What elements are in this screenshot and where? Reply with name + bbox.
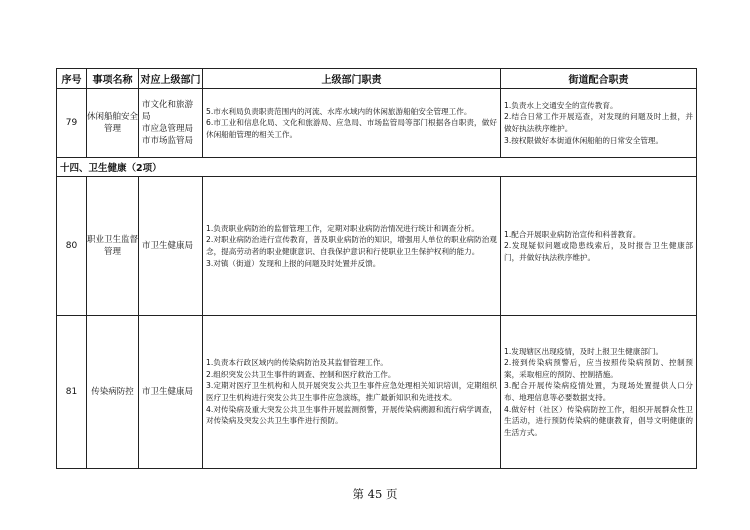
dept-cell bbox=[139, 316, 203, 469]
table-row bbox=[57, 316, 697, 469]
dept-line: 市应急管理局 bbox=[142, 124, 194, 134]
row-number: 81 bbox=[57, 316, 87, 469]
duty-line: 5.市水利局负责职责范围内的河流、水库水域内的休闲旅游船舶安全管理工作。 bbox=[206, 106, 472, 116]
superior-duty-cell bbox=[203, 89, 501, 158]
dept-line: 市市场监管局 bbox=[142, 136, 194, 146]
street-duty-cell bbox=[501, 316, 697, 469]
document-page bbox=[56, 68, 696, 469]
coop-line: 2.发现疑似问题或隐患线索后，及时报告卫生健康部门，并做好执法秩序维护。 bbox=[504, 241, 693, 262]
coop-line: 3.配合开展传染病疫情处置，为现场处置提供人口分布、地理信息等必要数据支持。 bbox=[504, 381, 693, 402]
table-row bbox=[57, 177, 697, 316]
dept-line: 市卫生健康局 bbox=[142, 241, 194, 251]
duty-line: 2.对职业病防治进行宣传教育，普及职业病防治的知识，增强用人单位的职业病防治观念，提高劳动者的职业健康意识、自我保护意识和行使职业卫生保护权利的能力。 bbox=[206, 235, 497, 256]
table-row bbox=[57, 89, 697, 158]
item-name: 休闲船舶安全管理 bbox=[87, 89, 139, 158]
page-number: 第 45 页 bbox=[352, 487, 398, 501]
dept-line: 市文化和旅游局 bbox=[142, 100, 194, 122]
header-dept: 对应上级部门 bbox=[139, 69, 203, 89]
duty-line: 3.对镇（街道）发现和上报的问题及时处置并反馈。 bbox=[206, 258, 381, 268]
duty-line: 2.组织突发公共卫生事件的调查、控制和医疗救治工作。 bbox=[206, 369, 396, 379]
coop-line: 2.接到传染病预警后，应当按照传染病预防、控制预案，采取相应的预防、控制措施。 bbox=[504, 358, 693, 379]
duty-line: 4.对传染病及重大突发公共卫生事件开展监测预警，开展传染病溯源和流行病学调查，对传染病及突发公共卫生事件进行预防。 bbox=[206, 404, 497, 426]
duty-line: 1.负责本行政区域内的传染病防治及其监督管理工作。 bbox=[206, 358, 388, 368]
item-name: 传染病防控 bbox=[87, 316, 139, 469]
dept-line: 市卫生健康局 bbox=[142, 387, 194, 397]
header-item-name: 事项名称 bbox=[87, 69, 139, 89]
table-header-row bbox=[57, 69, 697, 89]
section-row bbox=[57, 158, 697, 177]
header-street-duties: 街道配合职责 bbox=[501, 69, 697, 89]
coop-line: 1.发现辖区出现疫情，及时上报卫生健康部门。 bbox=[504, 346, 664, 356]
row-number: 80 bbox=[57, 177, 87, 316]
coop-line: 1.配合开展职业病防治宣传和科普教育。 bbox=[504, 229, 641, 239]
duty-line: 3.定期对医疗卫生机构和人员开展突发公共卫生事件应急处理相关知识培训，定期组织医疗卫生机构进行突发公共卫生事件应急演练，推广最新知识和先进技术。 bbox=[206, 381, 497, 402]
street-duty-cell bbox=[501, 89, 697, 158]
item-name: 职业卫生监督管理 bbox=[87, 177, 139, 316]
dept-cell bbox=[139, 177, 203, 316]
duty-table bbox=[56, 68, 697, 469]
row-number: 79 bbox=[57, 89, 87, 158]
duty-line: 6.市工业和信息化局、文化和旅游局、应急局、市场监管局等部门根据各自职责，做好休闲船舶管理的相关工作。 bbox=[206, 118, 497, 139]
coop-line: 4.做好村（社区）传染病防控工作，组织开展群众性卫生活动，进行预防传染病的健康教育，倡导文明健康的生活方式。 bbox=[504, 404, 693, 437]
dept-cell bbox=[139, 89, 203, 158]
duty-line: 1.负责职业病防治的监督管理工作，定期对职业病防治情况进行统计和调查分析。 bbox=[206, 223, 480, 233]
coop-line: 2.结合日常工作开展巡查，对发现的问题及时上报，并做好执法秩序维护。 bbox=[504, 112, 693, 133]
street-duty-cell bbox=[501, 177, 697, 316]
coop-line: 1.负责水上交通安全的宣传教育。 bbox=[504, 100, 618, 110]
superior-duty-cell bbox=[203, 177, 501, 316]
header-no: 序号 bbox=[57, 69, 87, 89]
coop-line: 3.按权限做好本街道休闲船舶的日常安全管理。 bbox=[504, 135, 664, 145]
section-title: 十四、卫生健康（2项） bbox=[57, 158, 697, 177]
header-superior-duties: 上级部门职责 bbox=[203, 69, 501, 89]
superior-duty-cell bbox=[203, 316, 501, 469]
